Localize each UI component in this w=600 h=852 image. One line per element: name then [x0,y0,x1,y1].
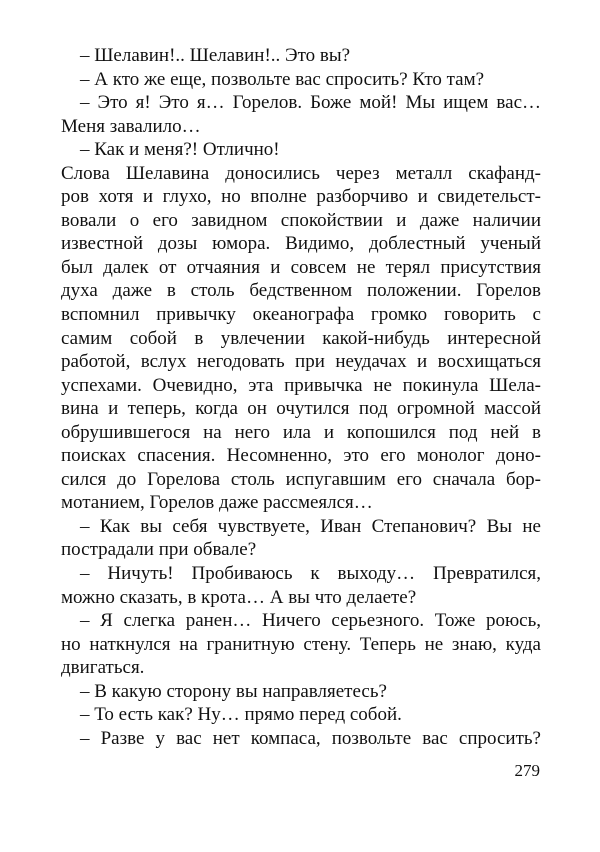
text-line: поисках спасения. Несомненно, это его монолог доно- [61,445,541,467]
text-line: работой, вслух негодовать при неудачах и восхищаться [61,351,541,373]
text-line: успехами. Очевидно, эта привычка не покинула Шела- [61,374,541,396]
text-line: но наткнулся на гранитную стену. Теперь не знаю, куда [61,633,541,655]
text-line: самим собой в увлечении какой-нибудь интересной [61,327,541,349]
text-line: Меня завалило… [61,115,201,137]
text-line: пострадали при обвале? [61,539,257,561]
text-line: духа даже в столь бедственном положении. Горелов [61,280,541,302]
text-line: Слова Шелавина доносились через металл скафанд- [61,162,541,184]
text-line: – Как и меня?! Отлично! [80,139,280,161]
page-number: 279 [514,761,540,780]
text-line: – А кто же еще, позвольте вас спросить? Кто там? [80,68,485,90]
text-line: – Как вы себя чувствуете, Иван Степанович? Вы не [80,515,541,537]
body-text [61,44,541,750]
text-line: известной дозы юмора. Видимо, доблестный ученый [61,233,541,255]
text-line: – Я слегка ранен… Ничего серьезного. Тоже роюсь, [80,610,541,632]
text-line: сился до Горелова столь испугавшим его сначала бор- [61,468,541,490]
text-line: ров хотя и глухо, но вполне разборчиво и свидетельст- [61,186,541,208]
text-line: двигаться. [61,657,145,679]
text-line: – То есть как? Ну… прямо перед собой. [80,704,402,726]
text-line: можно сказать, в крота… А вы что делаете? [61,586,417,608]
text-line: – Ничуть! Пробиваюсь к выходу… Превратился, [80,563,541,585]
text-line: мотанием, Горелов даже рассмеялся… [61,492,373,514]
text-line: – Шелавин!.. Шелавин!.. Это вы? [80,45,351,66]
text-line: вина и теперь, когда он очутился под огромной массой [61,398,541,420]
text-line: обрушившегося на него ила и копошился под ней в [61,421,541,443]
text-line: – Разве у вас нет компаса, позвольте вас спросить? [80,727,541,749]
text-line: вовали о его завидном спокойствии и даже наличии [61,209,541,231]
text-line: вспомнил привычку океанографа громко говорить с [61,304,541,326]
text-line: – В какую сторону вы направляетесь? [80,680,387,702]
text-line: был далек от отчаяния и совсем не терял присутствия [61,256,541,278]
text-line: – Это я! Это я… Горелов. Боже мой! Мы ищем вас… [80,92,541,114]
